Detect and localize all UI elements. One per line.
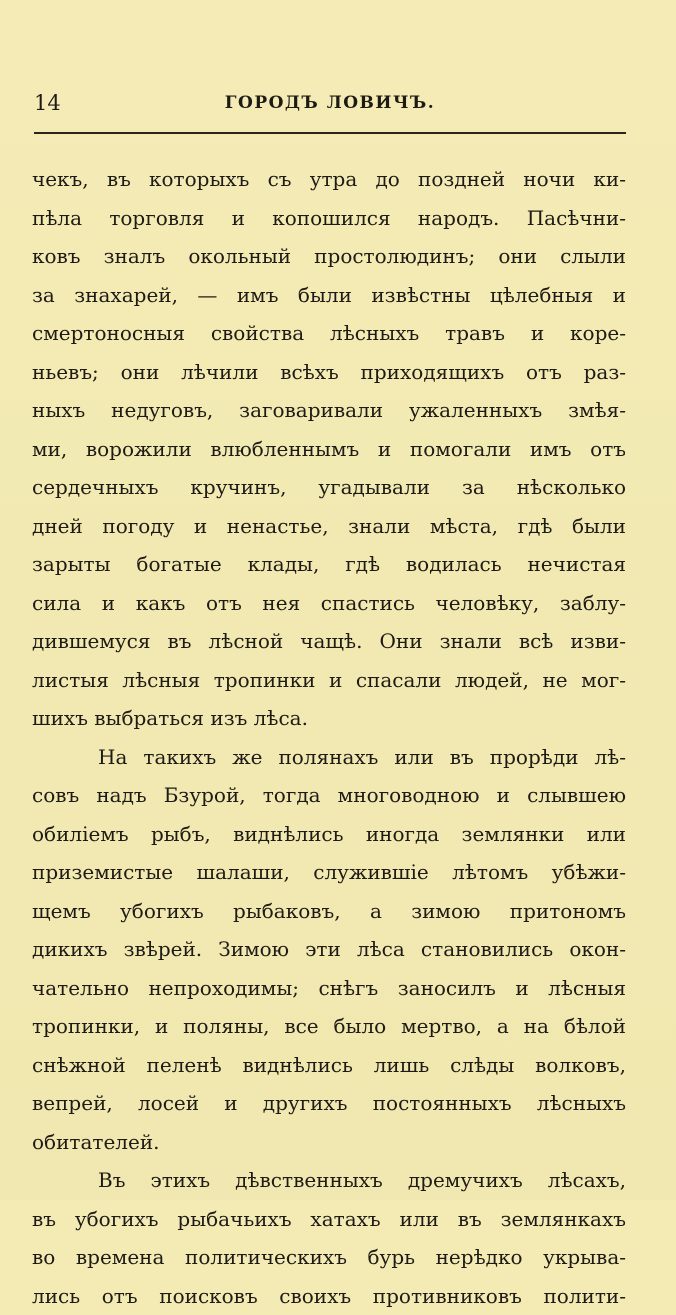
text-line: лись отъ поисковъ своихъ противниковъ полити- xyxy=(32,1277,626,1315)
text-line: листыя лѣсныя тропинки и спасали людей, не мог- xyxy=(32,661,626,700)
text-line: дившемуся въ лѣсной чащѣ. Они знали всѣ изви- xyxy=(32,622,626,661)
text-line: сила и какъ отъ нея спастись человѣку, заблу- xyxy=(32,584,626,623)
text-line: шихъ выбраться изъ лѣса. xyxy=(32,699,626,738)
text-line: дикихъ звѣрей. Зимою эти лѣса становились окон- xyxy=(32,930,626,969)
text-line: дней погоду и ненастье, знали мѣста, гдѣ были xyxy=(32,507,626,546)
text-line: ныхъ недуговъ, заговаривали ужаленныхъ змѣя- xyxy=(32,391,626,430)
text-line: ми, ворожили влюбленнымъ и помогали имъ отъ xyxy=(32,430,626,469)
text-line: пѣла торговля и копошился народъ. Пасѣчни- xyxy=(32,199,626,238)
page-header xyxy=(34,88,626,122)
text-line: обитателей. xyxy=(32,1123,626,1162)
body-text xyxy=(32,160,626,1315)
header-rule xyxy=(34,132,626,134)
running-title: ГОРОДЪ ЛОВИЧЪ. xyxy=(34,88,626,118)
text-line: обиліемъ рыбъ, виднѣлись иногда землянки или xyxy=(32,815,626,854)
text-line: чекъ, въ которыхъ съ утра до поздней ночи ки- xyxy=(32,160,626,199)
text-line: въ убогихъ рыбачьихъ хатахъ или въ землянкахъ xyxy=(32,1200,626,1239)
text-line: На такихъ же полянахъ или въ прорѣди лѣ- xyxy=(32,738,626,777)
text-line: сердечныхъ кручинъ, угадывали за нѣсколько xyxy=(32,468,626,507)
text-line: чательно непроходимы; снѣгъ заносилъ и лѣсныя xyxy=(32,969,626,1008)
text-line: ньевъ; они лѣчили всѣхъ приходящихъ отъ раз- xyxy=(32,353,626,392)
text-line: во времена политическихъ бурь нерѣдко укрыва- xyxy=(32,1238,626,1277)
text-line: снѣжной пеленѣ виднѣлись лишь слѣды волковъ, xyxy=(32,1046,626,1085)
text-line: совъ надъ Бзурой, тогда многоводною и слывшею xyxy=(32,776,626,815)
text-line: Въ этихъ дѣвственныхъ дремучихъ лѣсахъ, xyxy=(32,1161,626,1200)
text-line: ковъ зналъ окольный простолюдинъ; они слыли xyxy=(32,237,626,276)
page-number: 14 xyxy=(34,88,61,118)
text-line: приземистые шалаши, служившіе лѣтомъ убѣжи- xyxy=(32,853,626,892)
text-line: зарыты богатые клады, гдѣ водилась нечистая xyxy=(32,545,626,584)
text-line: щемъ убогихъ рыбаковъ, а зимою притономъ xyxy=(32,892,626,931)
text-line: смертоносныя свойства лѣсныхъ травъ и коре- xyxy=(32,314,626,353)
text-line: вепрей, лосей и другихъ постоянныхъ лѣсныхъ xyxy=(32,1084,626,1123)
text-line: тропинки, и поляны, все было мертво, а на бѣлой xyxy=(32,1007,626,1046)
text-line: за знахарей, — имъ были извѣстны цѣлебныя и xyxy=(32,276,626,315)
